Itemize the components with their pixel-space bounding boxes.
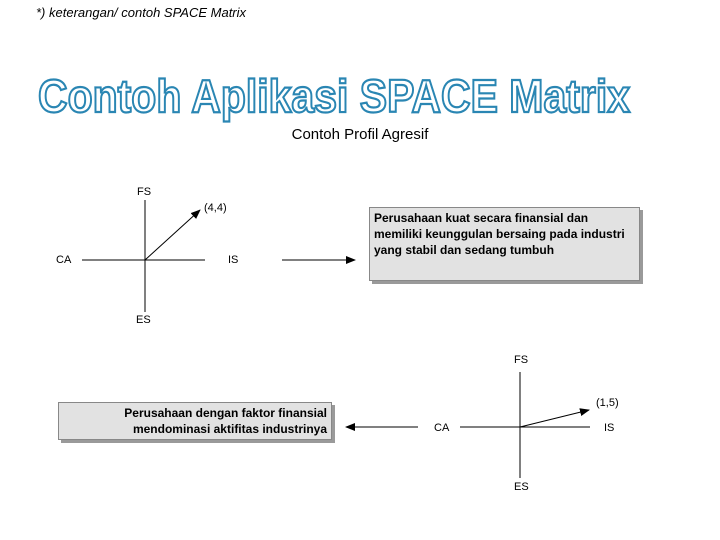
d1-es-label: ES <box>136 314 151 326</box>
subtitle: Contoh Profil Agresif <box>291 126 429 143</box>
d1-fs-label: FS <box>137 186 152 198</box>
d2-point-label: (1,5) <box>596 397 619 409</box>
d2-es-label: ES <box>514 481 529 493</box>
d2-fs-label: FS <box>514 354 529 366</box>
page-title: Contoh Aplikasi SPACE Matrix <box>38 70 631 122</box>
d1-ca-label: CA <box>56 254 72 266</box>
footnote-text: *) keterangan/ contoh SPACE Matrix <box>36 5 247 20</box>
d2-vector-arrow <box>520 410 589 427</box>
d1-vector-arrow <box>145 210 200 260</box>
d2-description-box: Perusahaan dengan faktor finansial mendominasi aktifitas industrinya <box>58 402 332 440</box>
d2-is-label: IS <box>604 422 615 434</box>
d2-ca-label: CA <box>434 422 450 434</box>
d1-description-box: Perusahaan kuat secara finansial dan memiliki keunggulan bersaing pada industri yang stabil dan sedang tumbuh <box>369 207 640 281</box>
d1-point-label: (4,4) <box>204 202 227 214</box>
d1-is-label: IS <box>228 254 239 266</box>
